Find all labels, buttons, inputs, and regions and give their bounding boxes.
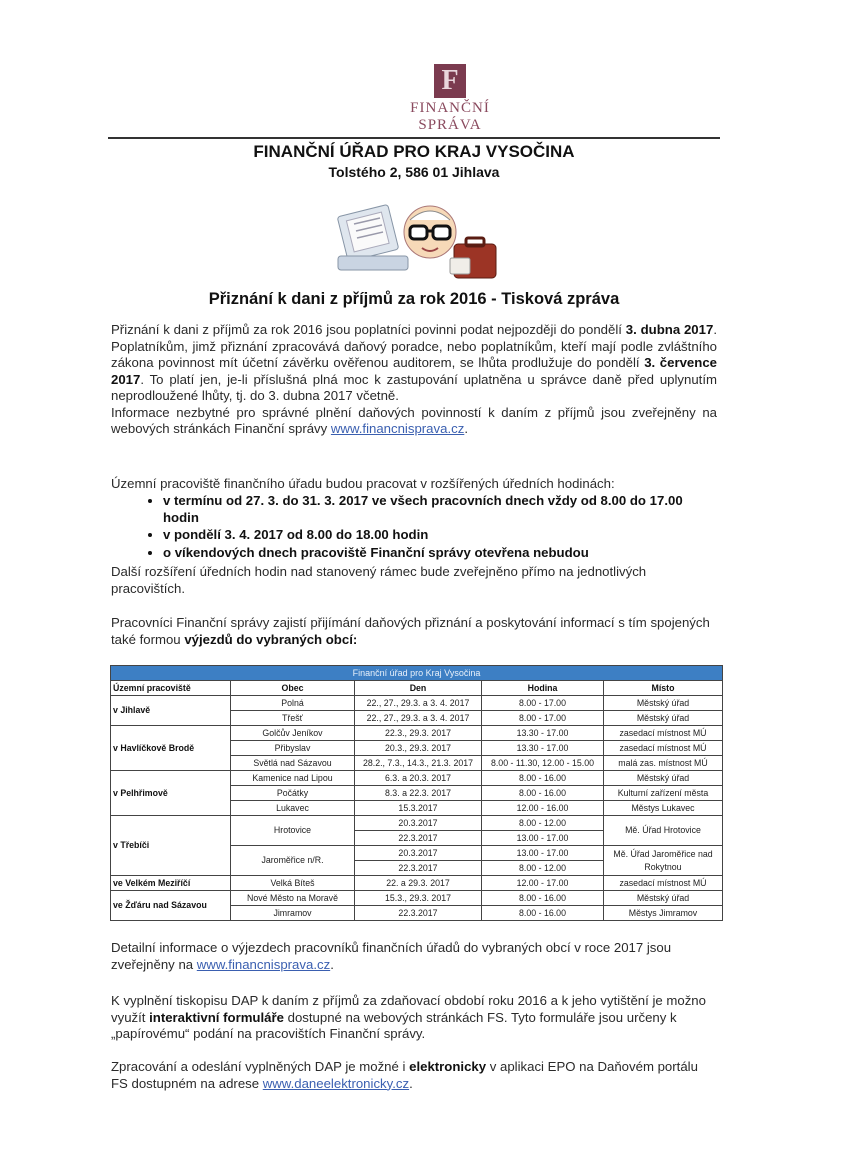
- col-header: Územní pracoviště: [111, 681, 231, 696]
- press-release-title: Přiznání k dani z příjmů za rok 2016 - Tisková zpráva: [208, 290, 620, 308]
- obec-cell: Přibyslav: [231, 741, 355, 756]
- extended-deadline: 3. července 2017: [111, 355, 717, 387]
- hodina-cell: 12.00 - 16.00: [482, 801, 604, 816]
- obec-cell: Polná: [231, 696, 355, 711]
- hodina-cell: 13.00 - 17.00: [482, 831, 604, 846]
- col-header: Den: [355, 681, 482, 696]
- intro-text-2: . Poplatníkům, jimž přiznání zpracovává daňový poradce, nebo poplatníkům, kteří mají podle zvláštního zákona povinnost mít účetní závěrku ověřenou auditorem, se lhůta prodlužuje do pondělí: [111, 322, 717, 370]
- info-text: Informace nezbytné pro správné plnění daňových povinností k daním z příjmů jsou zveřejněny na webových stránkách Finanční správy: [111, 404, 717, 436]
- col-header: Místo: [604, 681, 723, 696]
- intro-text-3: . To platí jen, je-li příslušná plná moc k zastupování uplatněna u správce daně před uplynutím neprodloužené lhůty, tj. do 3. dubna 2017 včetně.: [111, 371, 717, 403]
- period: .: [464, 421, 468, 436]
- region-cell: v Třebíči: [111, 816, 231, 876]
- hodina-cell: 8.00 - 17.00: [482, 711, 604, 726]
- misto-cell: Městys Lukavec: [604, 801, 723, 816]
- table-row: [111, 726, 723, 741]
- hodina-cell: 8.00 - 16.00: [482, 786, 604, 801]
- hodina-cell: 13.00 - 17.00: [482, 846, 604, 861]
- electronic-bold: elektronicky: [409, 1059, 487, 1074]
- table-header-row: [111, 681, 723, 696]
- financnisprava-link[interactable]: www.financnisprava.cz: [330, 421, 465, 436]
- hodina-cell: 13.30 - 17.00: [482, 741, 604, 756]
- region-cell: v Havlíčkově Brodě: [111, 726, 231, 771]
- office-name: FINANČNÍ ÚŘAD PRO KRAJ VYSOČINA: [253, 142, 575, 161]
- hodina-cell: 8.00 - 16.00: [482, 771, 604, 786]
- den-cell: 22.3., 29.3. 2017: [355, 726, 482, 741]
- logo-mark: F: [434, 64, 466, 98]
- office-address: Tolstého 2, 586 01 Jihlava: [328, 164, 500, 180]
- den-cell: 15.3.2017: [355, 801, 482, 816]
- obec-cell: Jaroměřice n/R.: [231, 846, 355, 876]
- period: .: [409, 1075, 413, 1091]
- deadline-date: 3. dubna 2017: [625, 322, 714, 337]
- hodina-cell: 12.00 - 17.00: [482, 876, 604, 891]
- trips-paragraph: [111, 615, 717, 648]
- misto-cell: Městský úřad: [604, 696, 723, 711]
- den-cell: 22.3.2017: [355, 861, 482, 876]
- details-text: Detailní informace o výjezdech pracovníků finančních úřadů do vybraných obcí v roce 2017 jsou zveřejněny na: [111, 940, 672, 972]
- electronic-text-2: v aplikaci EPO na Daňovém portálu FS dostupném na adrese: [111, 1059, 698, 1091]
- obec-cell: Nové Město na Moravě: [231, 891, 355, 906]
- forms-paragraph: [111, 993, 717, 1043]
- col-header: Hodina: [482, 681, 604, 696]
- den-cell: 22. a 29.3. 2017: [355, 876, 482, 891]
- header-rule: [108, 137, 720, 139]
- misto-cell: Městský úřad: [604, 771, 723, 786]
- misto-cell: Městský úřad: [604, 891, 723, 906]
- table-row: [111, 771, 723, 786]
- misto-cell: zasedací místnost MÚ: [604, 876, 723, 891]
- list-item: • v pondělí 3. 4. 2017 od 8.00 do 18.00 hodin: [163, 527, 717, 544]
- obec-cell: Velká Bíteš: [231, 876, 355, 891]
- misto-cell: zasedací místnost MÚ: [604, 726, 723, 741]
- misto-cell: Mě. Úřad Jaroměřice nad Rokytnou: [604, 846, 723, 876]
- electronic-paragraph: [111, 1059, 717, 1092]
- financni-sprava-logo: [380, 64, 520, 134]
- obec-cell: Golčův Jeníkov: [231, 726, 355, 741]
- table-row: [111, 876, 723, 891]
- obec-cell: Jimramov: [231, 906, 355, 921]
- table-row: [111, 891, 723, 906]
- misto-cell: malá zas. místnost MÚ: [604, 756, 723, 771]
- misto-cell: Kulturní zařízení města: [604, 786, 723, 801]
- forms-text-2: dostupné na webových stránkách FS. Tyto formuláře jsou určeny k „papírovému“ podání na pracovištích Finanční správy.: [111, 1009, 677, 1041]
- den-cell: 22., 27., 29.3. a 3. 4. 2017: [355, 696, 482, 711]
- hodina-cell: 8.00 - 17.00: [482, 696, 604, 711]
- hodina-cell: 8.00 - 16.00: [482, 906, 604, 921]
- logo-text: FINANČNÍ SPRÁVA: [410, 100, 490, 133]
- den-cell: 28.2., 7.3., 14.3., 21.3. 2017: [355, 756, 482, 771]
- hours-intro: Územní pracoviště finančního úřadu budou pracovat v rozšířených úředních hodinách:: [111, 476, 615, 491]
- misto-cell: Městský úřad: [604, 711, 723, 726]
- tax-illustration-icon: [330, 198, 500, 283]
- region-cell: v Pelhřimově: [111, 771, 231, 816]
- den-cell: 20.3., 29.3. 2017: [355, 741, 482, 756]
- region-cell: ve Velkém Meziříčí: [111, 876, 231, 891]
- obec-cell: Světlá nad Sázavou: [231, 756, 355, 771]
- daneelektronicky-link[interactable]: www.daneelektronicky.cz: [262, 1075, 410, 1091]
- hodina-cell: 8.00 - 12.00: [482, 861, 604, 876]
- den-cell: 22.3.2017: [355, 906, 482, 921]
- table-banner: Finanční úřad pro Kraj Vysočina: [111, 666, 723, 681]
- financnisprava-link-2[interactable]: www.financnisprava.cz: [196, 956, 331, 972]
- misto-cell: Městys Jimramov: [604, 906, 723, 921]
- den-cell: 8.3. a 22.3. 2017: [355, 786, 482, 801]
- den-cell: 20.3.2017: [355, 816, 482, 831]
- hodina-cell: 8.00 - 12.00: [482, 816, 604, 831]
- den-cell: 15.3., 29.3. 2017: [355, 891, 482, 906]
- den-cell: 6.3. a 20.3. 2017: [355, 771, 482, 786]
- intro-text: Přiznání k dani z příjmů za rok 2016 jsou poplatníci povinni podat nejpozději do pondělí: [111, 322, 626, 337]
- obec-cell: Počátky: [231, 786, 355, 801]
- den-cell: 20.3.2017: [355, 846, 482, 861]
- obec-cell: Hrotovice: [231, 816, 355, 846]
- trips-bold: výjezdů do vybraných obcí:: [184, 631, 358, 647]
- list-item: • v termínu od 27. 3. do 31. 3. 2017 ve všech pracovních dnech vždy od 8.00 do 17.00 hodin: [163, 493, 717, 526]
- obec-cell: Lukavec: [231, 801, 355, 816]
- hodina-cell: 8.00 - 11.30, 12.00 - 15.00: [482, 756, 604, 771]
- col-header: Obec: [231, 681, 355, 696]
- den-cell: 22., 27., 29.3. a 3. 4. 2017: [355, 711, 482, 726]
- hodina-cell: 13.30 - 17.00: [482, 726, 604, 741]
- list-item: • o víkendových dnech pracoviště Finanční správy otevřena nebudou: [163, 545, 717, 562]
- schedule-table: [110, 665, 723, 921]
- forms-text: K vyplnění tiskopisu DAP k daním z příjmů za zdaňovací období roku 2016 a k jeho vytištění je možno využít: [111, 993, 706, 1025]
- intro-paragraph: [111, 322, 717, 438]
- den-cell: 22.3.2017: [355, 831, 482, 846]
- details-paragraph: [111, 940, 717, 973]
- table-row: [111, 696, 723, 711]
- forms-bold: interaktivní formuláře: [149, 1009, 284, 1025]
- electronic-text: Zpracování a odeslání vyplněných DAP je možné i: [111, 1059, 410, 1074]
- trips-text: Pracovníci Finanční správy zajistí přijímání daňových přiznání a poskytování informací s tím spojených také formou: [111, 615, 710, 647]
- hours-after: Další rozšíření úředních hodin nad stanovený rámec bude zveřejněno přímo na jednotlivých pracovištích.: [111, 564, 647, 596]
- period: .: [330, 956, 334, 972]
- table-row: [111, 816, 723, 831]
- obec-cell: Kamenice nad Lipou: [231, 771, 355, 786]
- hours-list: [111, 493, 717, 562]
- misto-cell: Mě. Úřad Hrotovice: [604, 816, 723, 846]
- region-cell: ve Žďáru nad Sázavou: [111, 891, 231, 921]
- region-cell: v Jihlavě: [111, 696, 231, 726]
- obec-cell: Třešť: [231, 711, 355, 726]
- hodina-cell: 8.00 - 16.00: [482, 891, 604, 906]
- misto-cell: zasedací místnost MÚ: [604, 741, 723, 756]
